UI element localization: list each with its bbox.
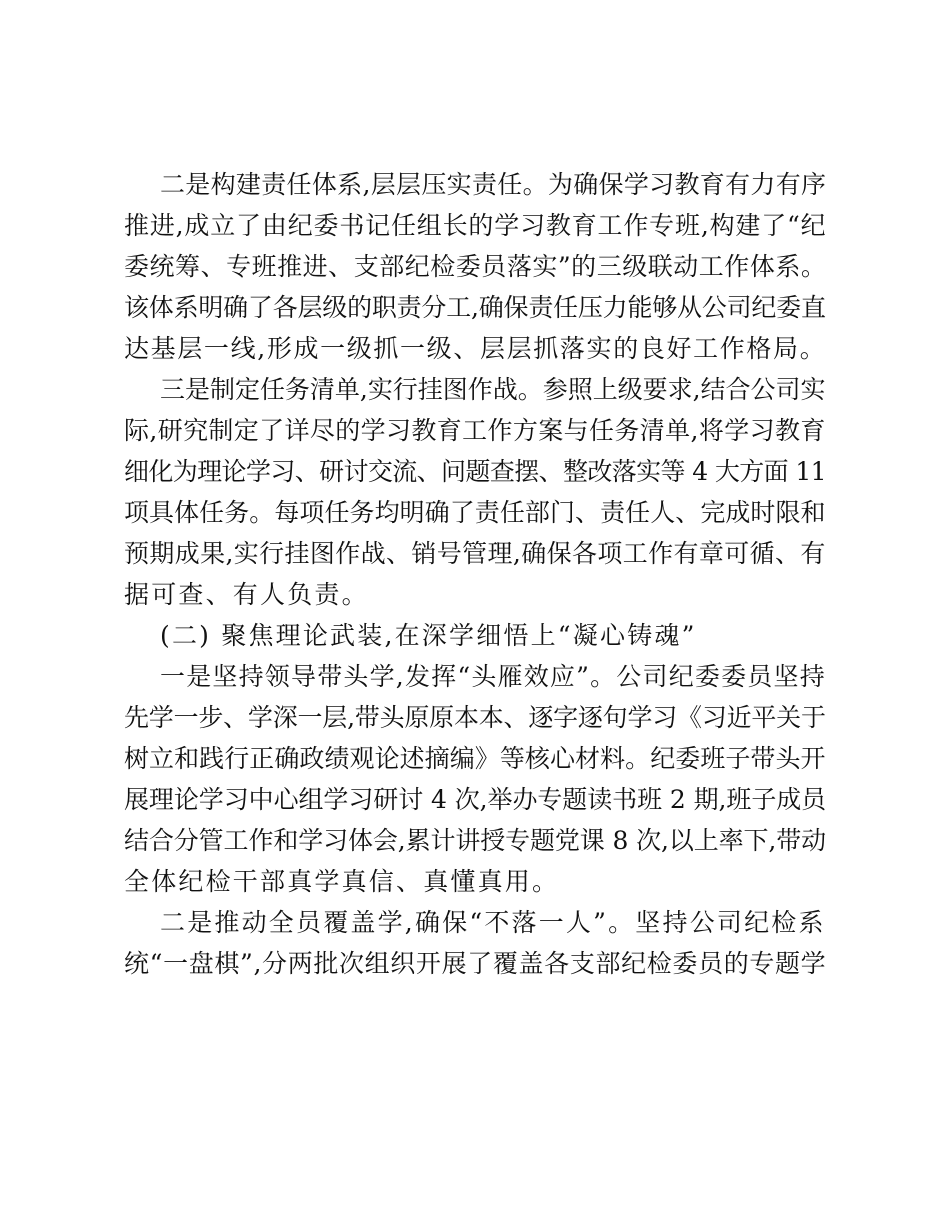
text-line: 展理论学习中心组学习研讨 4 次,举办专题读书班 2 期,班子成员 <box>124 785 827 814</box>
text-line: 项具体任务。每项任务均明确了责任部门、责任人、完成时限和 <box>124 498 826 527</box>
text-line: 际,研究制定了详尽的学习教育工作方案与任务清单,将学习教育 <box>124 416 826 445</box>
text-line: 达基层一线,形成一级抓一级、层层抓落实的良好工作格局。 <box>124 334 827 363</box>
text-line: 细化为理论学习、研讨交流、问题查摆、整改落实等 4 大方面 11 <box>124 457 826 486</box>
text-line: 三是制定任务清单,实行挂图作战。参照上级要求,结合公司实 <box>160 375 826 404</box>
text-line: 二是构建责任体系,层层压实责任。为确保学习教育有力有序 <box>160 170 827 199</box>
text-line: 树立和践行正确政绩观论述摘编》等核心材料。纪委班子带头开 <box>124 744 826 773</box>
text-line: 全体纪检干部真学真信、真懂真用。 <box>124 867 560 896</box>
text-line: 结合分管工作和学习体会,累计讲授专题党课 8 次,以上率下,带动 <box>124 826 827 855</box>
text-line: 推进,成立了由纪委书记任组长的学习教育工作专班,构建了“纪 <box>124 211 827 240</box>
text-line: 据可查、有人负责。 <box>124 580 369 609</box>
text-line: 预期成果,实行挂图作战、销号管理,确保各项工作有章可循、有 <box>124 539 826 568</box>
text-line: 一是坚持领导带头学,发挥“头雁效应”。公司纪委委员坚持 <box>160 662 826 691</box>
text-line: 统“一盘棋”,分两批次组织开展了覆盖各支部纪检委员的专题学 <box>124 949 827 978</box>
text-line: 二是推动全员覆盖学,确保“不落一人”。坚持公司纪检系 <box>160 908 826 937</box>
text-line: 该体系明确了各层级的职责分工,确保责任压力能够从公司纪委直 <box>124 293 826 322</box>
text-line: 委统筹、专班推进、支部纪检委员落实”的三级联动工作体系。 <box>124 252 827 281</box>
section-heading: (二) 聚焦理论武装,在深学细悟上“凝心铸魂” <box>160 621 697 650</box>
text-line: 先学一步、学深一层,带头原原本本、逐字逐句学习《习近平关于 <box>124 703 826 732</box>
